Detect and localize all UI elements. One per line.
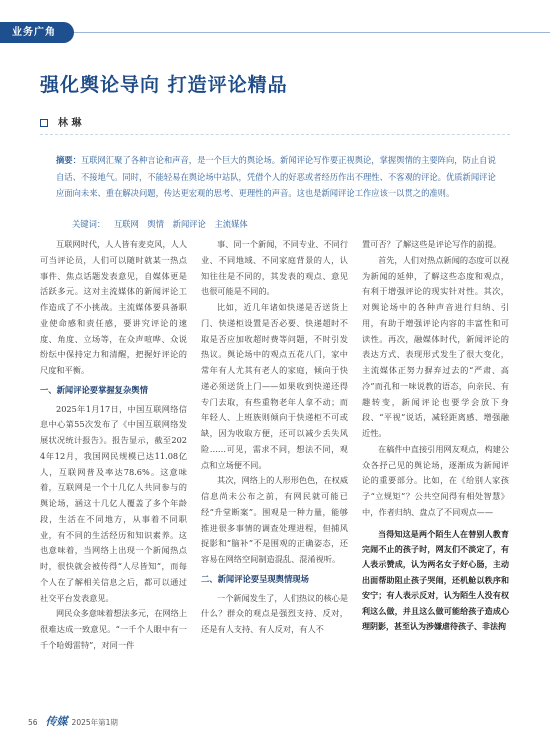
keywords	[72, 218, 254, 230]
section-heading: 二、新闻评论要呈现舆情现场	[201, 573, 309, 584]
article-title: 强化舆论导向 打造评论精品	[40, 74, 288, 96]
section-divider	[74, 32, 550, 33]
author-line	[40, 114, 81, 129]
paragraph: 其次，网络上的人形形色色，在权威信息尚未公布之前，有网民就可能已经“升堂断案”。围观是一种力量，能够推进很多事情的调查处理进程，但捕风捉影和“脑补”不是围观的正确姿态，还容易在网络空间制造混乱、混淆视听。	[201, 475, 348, 564]
paragraph: 置可否？了解这些是评论写作的前提。	[362, 239, 502, 249]
keyword: 新闻评论	[172, 219, 206, 229]
paragraph: 网民众多意味着想法多元，在网络上很难达成一致意见。“一千个人眼中有一千个哈姆雷特”，对同一件	[40, 608, 187, 650]
section-tab: 业务广角	[0, 22, 74, 43]
author-divider	[40, 134, 510, 135]
keyword: 舆情	[147, 219, 164, 229]
abstract-text: 互联网汇聚了各种言论和声音，是一个巨大的舆论场。新闻评论写作要正视舆论，掌握舆情的主要阵向，防止自说自话、不接地气。同时，不能轻易在舆论场中站队，凭借个人的好恶或者经历作出不理性、不客观的评论。优质新闻评论应面向未来、重在解决问题，传达更宏观的思考、更理性的声音。这也是新闻评论工作应该一以贯之的准则。	[56, 155, 496, 198]
section-heading: 一、新闻评论要掌握复杂舆情	[40, 384, 148, 395]
page-footer	[28, 713, 118, 729]
body-column-2	[201, 237, 348, 687]
quoted-passage	[362, 527, 509, 635]
paragraph: 互联网时代，人人皆有麦克风，人人可当评论员，人们可以随时就某一热点事件、焦点话题发表意见，自媒体更是活跃多元。这对主流媒体的新闻评论工作造成了不小挑战。主流媒体要具备职业使命感和责任感，要讲究评论的速度、角度、立场等，在众声喧哗、众说纷纭中保持定力和清醒，把握好评论的尺度和平衡。	[40, 239, 187, 375]
abstract	[56, 152, 500, 202]
author-name: 林 琳	[58, 118, 82, 129]
body-column-3	[362, 237, 509, 687]
abstract-label: 摘要：	[56, 155, 81, 165]
body-column-1	[40, 237, 187, 687]
paragraph: 事、同一个新闻，不同专业、不同行业、不同地域、不同家庭背景的人，认知往往是不同的，其发表的观点、意见也很可能是不同的。	[201, 239, 348, 297]
square-icon	[40, 119, 48, 127]
quote-text: 当得知这是两个陌生人在替别人教育完闹不止的孩子时，网友们不淡定了，有人表示赞成，认为两名女子好心肠，主动出面帮助阻止孩子哭闹，还机舱以秩序和安宁；有人表示反对，认为陌生人没有权利这么做，并且这么做可能给孩子造成心理阴影，甚至认为涉嫌虐待孩子、非法拘	[362, 529, 509, 631]
keyword: 互联网	[113, 219, 139, 229]
page-number: 56	[28, 718, 38, 727]
paragraph: 在稿件中直接引用网友观点，构建公众各抒己见的舆论场，逐渐成为新闻评论的重要部分。比如，在《给别人家孩子“立规矩”？公共空间得有相处智慧》中，作者归纳、盘点了不同观点——	[362, 443, 509, 517]
paragraph: 首先，人们对热点新闻的态度可以视为新闻的延伸，了解这些态度和观点，有利于增强评论的现实针对性。其次，对舆论场中的各种声音进行归纳、引用，有助于增强评论内容的丰富性和可读性。再次，融媒体时代，新闻评论的表达方式、表现形式发生了很大变化，主流媒体正努力摒弃过去的“严肃、高冷”而孔和一味说教的语态，向亲民、有趣转变，新闻评论也要学会放下身段、“平视”说话，减轻距离感、增强融近性。	[362, 254, 509, 438]
issue-label: 2025年第1期	[71, 718, 118, 727]
keywords-label: 关键词：	[72, 219, 106, 229]
paragraph: 2025年1月17日，中国互联网络信息中心第55次发布了《中国互联网络发展状况统计报告》。报告显示，截至2024年12月，我国网民规模已达11.08亿人，互联网普及率达78.6%。这意味着，互联网是一个十几亿人共同参与的舆论场，涵这十几亿人覆盖了多个年龄段，生活在不同地方，从事着不同职业，有不同的生活经历和知识素养。这也意味着，当网络上出现一个新闻热点时，很快就会被传得“人尽皆知”，而每个人在了解相关信息之后，都可以通过社交平台发表意见。	[40, 403, 187, 603]
paragraph: 比如，近几年诸如快递是否送货上门、快递柜设置是否必要、快递超时不取是否应加收超时费等问题，不时引发热议。舆论场中的观点五花八门，家中常年有人尤其有老人的家庭，倾向于快递必须送货上门——如果收到快递还得专门去取，有些重物老年人拿不动；而年轻人、上班族则倾向于快递柜不可或缺，因为收取方便，还可以减少丢失风险……可见，需求不同，想法不同，观点和立场便不同。	[201, 302, 348, 470]
journal-logo: 传媒	[45, 715, 68, 728]
paragraph: 一个新闻发生了，人们热议的核心是什么？群众的观点是强烈支持、反对，还是有人支持、有人反对，有人不	[201, 592, 348, 634]
keyword: 主流媒体	[214, 219, 248, 229]
